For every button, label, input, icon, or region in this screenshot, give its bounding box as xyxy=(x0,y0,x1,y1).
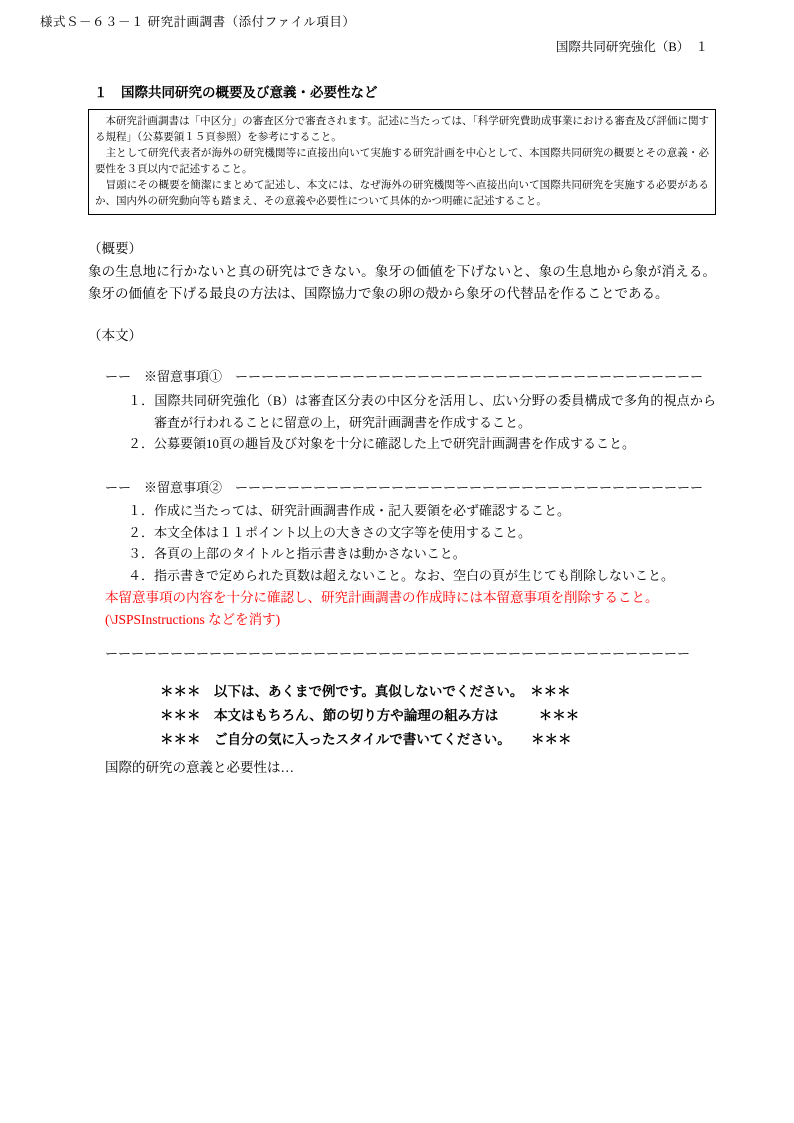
note-2-item: １．作成に当たっては、研究計画調書作成・記入要領を必ず確認すること。 xyxy=(128,503,571,519)
example-block xyxy=(160,680,716,752)
instruction-box xyxy=(88,109,716,215)
note-block-1 xyxy=(88,366,716,454)
page-header-right-label: 国際共同研究強化（B） １ xyxy=(555,40,708,54)
closing-text: 国際的研究の意義と必要性は… xyxy=(105,759,294,775)
note-1-header: ーー ※留意事項① ーーーーーーーーーーーーーーーーーーーーーーーーーーーーーーーーーーーー xyxy=(105,369,704,385)
warning-text: (\JSPSInstructions などを消す) xyxy=(105,612,281,628)
overview-label: （概要） xyxy=(88,240,142,256)
instruction-paragraph: 本研究計画調書は「中区分」の審査区分で審査されます。記述に当たっては、「科学研究費助成事業における審査及び評価に関する規程」（公募要領１５頁参照）を参考にすること。 xyxy=(95,116,709,143)
section-title: １ 国際共同研究の概要及び意義・必要性など xyxy=(94,85,378,100)
example-line: ＊＊＊ ご自分の気に入ったスタイルで書いてください。 ＊＊＊ xyxy=(160,732,572,748)
dashed-separator: ーーーーーーーーーーーーーーーーーーーーーーーーーーーーーーーーーーーーーーーーーーーーー xyxy=(105,646,691,662)
note-1-item: １．国際共同研究強化（B）は審査区分表の中区分を活用し、広い分野の委員構成で多角的視点から審査が行われることに留意の上，研究計画調書を作成すること。 xyxy=(128,393,716,430)
note-2-item: ４．指示書きで定められた頁数は超えないこと。なお、空白の頁が生じても削除しないこと。 xyxy=(128,568,675,584)
form-number-label: 様式Ｓ－６３－１ 研究計画調書（添付ファイル項目） xyxy=(40,15,356,29)
overview-text: 象の生息地に行かないと真の研究はできない。象牙の価値を下げないと、象の生息地から象が消える。象牙の価値を下げる最良の方法は、国際協力で象の卵の殻から象牙の代替品を作ることである。 xyxy=(88,263,716,301)
note-block-2 xyxy=(88,477,716,632)
body-label: （本文） xyxy=(88,328,142,344)
example-line: ＊＊＊ 以下は、あくまで例です。真似しないでください。 ＊＊＊ xyxy=(160,684,571,700)
note-2-item: ２．本文全体は１１ポイント以上の大きさの文字等を使用すること。 xyxy=(128,524,532,540)
instruction-paragraph: 主として研究代表者が海外の研究機関等に直接出向いて実施する研究計画を中心として、本国際共同研究の概要とその意義・必要性を３頁以内で記述すること。 xyxy=(95,147,709,175)
document-content xyxy=(88,81,716,776)
note-1-item: ２．公募要領10頁の趣旨及び対象を十分に確認した上で研究計画調書を作成すること。 xyxy=(128,436,636,452)
warning-text: 本留意事項の内容を十分に確認し、研究計画調書の作成時には本留意事項を削除すること。 xyxy=(105,589,659,605)
instruction-paragraph: 冒頭にその概要を簡潔にまとめて記述し、本文には、なぜ海外の研究機関等へ直接出向いて国際共同研究を実施する必要があるか、国内外の研究動向等も踏まえ、その意義や必要性について具体的かつ明確に記述すること。 xyxy=(95,179,709,207)
example-line: ＊＊＊ 本文はもちろん、節の切り方や論理の組み方は ＊＊＊ xyxy=(160,708,580,724)
note-2-item: ３．各頁の上部のタイトルと指示書きは動かさないこと。 xyxy=(128,546,466,562)
note-2-header: ーー ※留意事項② ーーーーーーーーーーーーーーーーーーーーーーーーーーーーーーーーーーーー xyxy=(105,479,704,495)
